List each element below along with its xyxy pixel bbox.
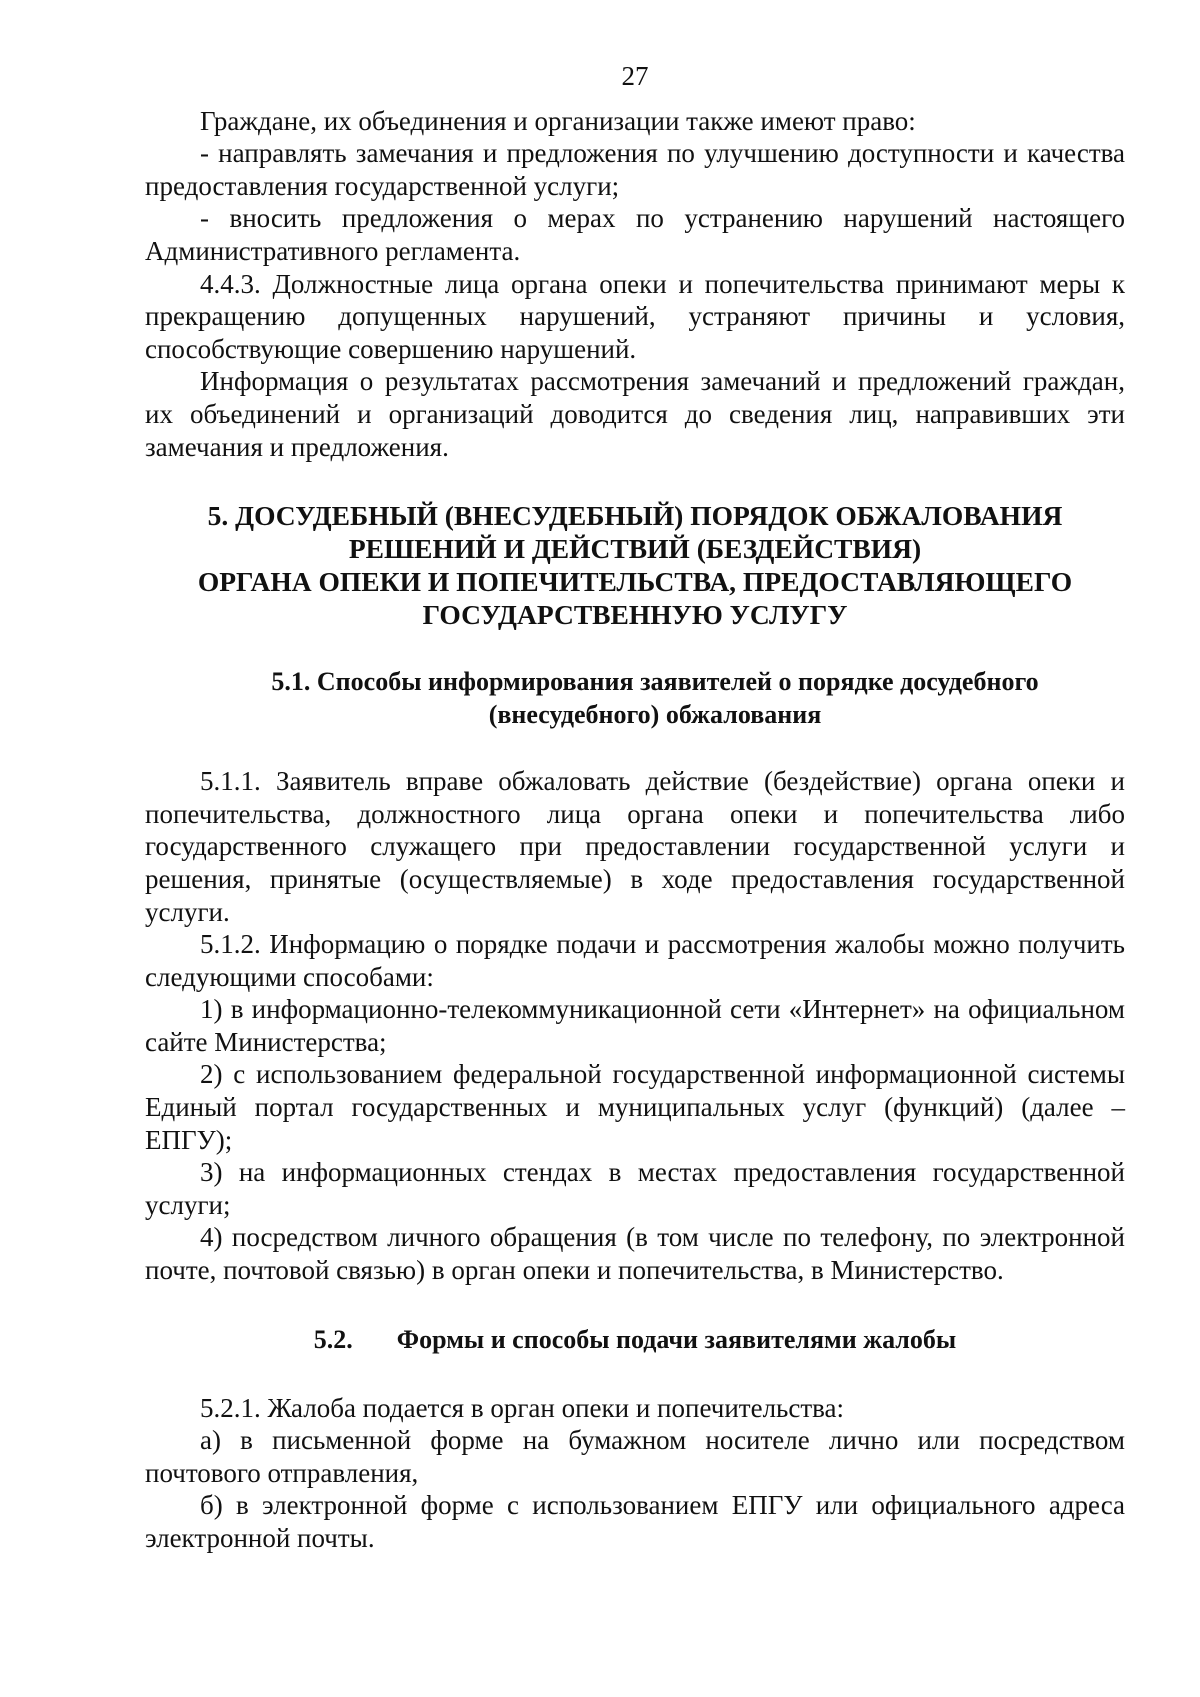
paragraph: - вносить предложения о мерах по устранению нарушений настоящего Административного регламента. xyxy=(145,203,1125,266)
list-item: а) в письменной форме на бумажном носителе лично или посредством почтового отправления, xyxy=(145,1425,1125,1488)
subsection-5-2-heading xyxy=(145,1323,1125,1356)
list-item: 2) с использованием федеральной государственной информационной системы Единый портал государственных и муниципальных услуг (функций) (далее – ЕПГУ); xyxy=(145,1059,1125,1155)
heading-title: Формы и способы подачи заявителями жалобы xyxy=(396,1324,957,1354)
heading-line: ГОСУДАРСТВЕННУЮ УСЛУГУ xyxy=(422,599,848,631)
paragraph: Граждане, их объединения и организации также имеют право: xyxy=(200,105,916,136)
list-item: 3) на информационных стендах в местах предоставления государственной услуги; xyxy=(145,1157,1125,1220)
paragraph: Информация о результатах рассмотрения замечаний и предложений граждан, их объединений и организаций доводится до сведения лиц, направивших эти замечания и предложения. xyxy=(145,366,1125,462)
section-5-heading xyxy=(145,499,1125,631)
spacer xyxy=(145,731,1125,765)
page-number: 27 xyxy=(621,61,649,91)
paragraph-block-2 xyxy=(145,765,1125,1287)
list-item: б) в электронной форме с использованием ЕПГУ или официального адреса электронной почты. xyxy=(145,1490,1125,1553)
heading-number: 5.2. xyxy=(313,1324,353,1354)
paragraph: - направлять замечания и предложения по улучшению доступности и качества предоставления государственной услуги; xyxy=(145,138,1125,201)
spacer xyxy=(145,1356,1125,1392)
paragraph-block-1 xyxy=(145,105,1125,464)
document-page xyxy=(145,60,1125,1555)
subsection-5-1-heading xyxy=(145,665,1125,731)
heading-line: 5. ДОСУДЕБНЫЙ (ВНЕСУДЕБНЫЙ) ПОРЯДОК ОБЖАЛОВАНИЯ xyxy=(207,500,1063,532)
list-item: 4) посредством личного обращения (в том числе по телефону, по электронной почте, почтовой связью) в орган опеки и попечительства, в Министерство. xyxy=(145,1222,1125,1286)
paragraph: 5.1.1. Заявитель вправе обжаловать действие (бездействие) органа опеки и попечительства, должностного лица органа опеки и попечительства либо государственного служащего при предоставлении государственной услуги и решения, принятые (осуществляемые) в ходе предоставления государственной услуги. xyxy=(145,766,1125,927)
heading-line: РЕШЕНИЙ И ДЕЙСТВИЙ (БЕЗДЕЙСТВИЯ) xyxy=(348,533,922,565)
heading-line: (внесудебного) обжалования xyxy=(488,700,822,730)
list-item: 1) в информационно-телекоммуникационной сети «Интернет» на официальном сайте Министерства; xyxy=(145,994,1125,1057)
heading-line: 5.1. Способы информирования заявителей о порядке досудебного xyxy=(271,667,1039,697)
paragraph: 5.1.2. Информацию о порядке подачи и рассмотрения жалобы можно получить следующими способами: xyxy=(145,929,1125,992)
heading-line: ОРГАНА ОПЕКИ И ПОПЕЧИТЕЛЬСТВА, ПРЕДОСТАВЛЯЮЩЕГО xyxy=(197,566,1073,598)
paragraph: 4.4.3. Должностные лица органа опеки и попечительства принимают меры к прекращению допущенных нарушений, устраняют причины и условия, способствующие совершению нарушений. xyxy=(145,268,1125,364)
paragraph: 5.2.1. Жалоба подается в орган опеки и попечительства: xyxy=(200,1392,845,1423)
paragraph-block-3 xyxy=(145,1392,1125,1555)
